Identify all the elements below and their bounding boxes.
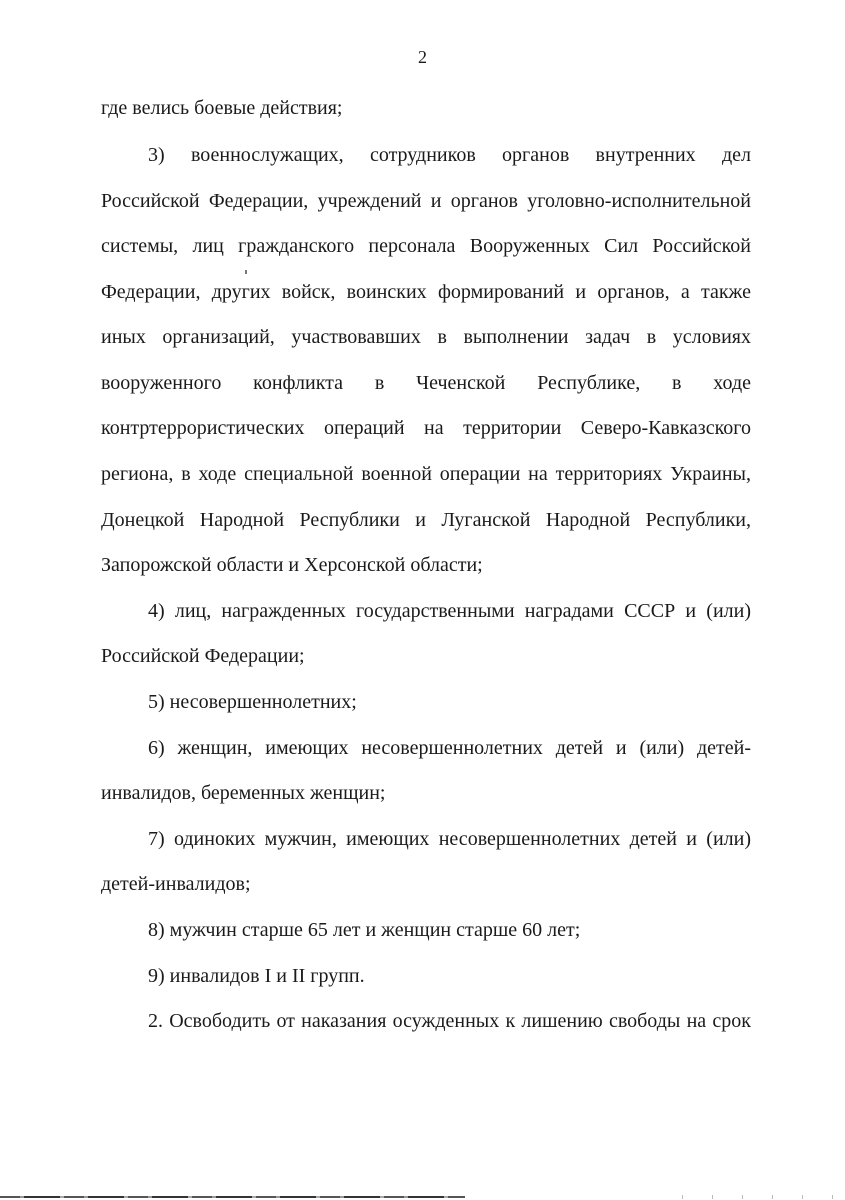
list-item-7-line-1: 7) одиноких мужчин, имеющих несовершеннолетних детей и (или) <box>148 828 751 850</box>
text-line: Российской Федерации; <box>101 645 305 667</box>
list-item-5: 5) несовершеннолетних; <box>148 691 357 713</box>
scan-edge-marks <box>670 1195 845 1199</box>
list-item-8: 8) мужчин старше 65 лет и женщин старше 60 лет; <box>148 919 581 941</box>
page-number: 2 <box>418 47 427 67</box>
paragraph-2-line-1: 2. Освободить от наказания осужденных к лишению свободы на срок <box>148 1010 751 1032</box>
text-line: системы, лиц гражданского персонала Вооруженных Сил Российской <box>101 235 751 257</box>
text-line: вооруженного конфликта в Чеченской Республике, в ходе <box>101 372 751 394</box>
list-item-6-line-1: 6) женщин, имеющих несовершеннолетних детей и (или) детей- <box>148 737 751 759</box>
scan-edge-rule <box>0 1196 465 1198</box>
text-line: контртеррористических операций на территории Северо-Кавказского <box>101 417 751 439</box>
text-line: региона, в ходе специальной военной операции на территориях Украины, <box>101 463 751 485</box>
text-line: Запорожской области и Херсонской области; <box>101 554 483 576</box>
text-line: Донецкой Народной Республики и Луганской Народной Республики, <box>101 509 751 531</box>
text-line: детей-инвалидов; <box>101 873 251 895</box>
list-item-3-line-1: 3) военнослужащих, сотрудников органов внутренних дел <box>148 144 751 166</box>
text-line: Российской Федерации, учреждений и органов уголовно-исполнительной <box>101 190 751 212</box>
text-line: Федерации, других войск, воинских формирований и органов, а также <box>101 281 751 303</box>
text-line: иных организаций, участвовавших в выполнении задач в условиях <box>101 326 751 348</box>
list-item-4-line-1: 4) лиц, награжденных государственными наградами СССР и (или) <box>148 600 751 622</box>
text-line: где велись боевые действия; <box>101 97 343 119</box>
text-line: инвалидов, беременных женщин; <box>101 782 386 804</box>
list-item-9: 9) инвалидов I и II групп. <box>148 965 365 987</box>
scan-artifact <box>245 270 247 274</box>
